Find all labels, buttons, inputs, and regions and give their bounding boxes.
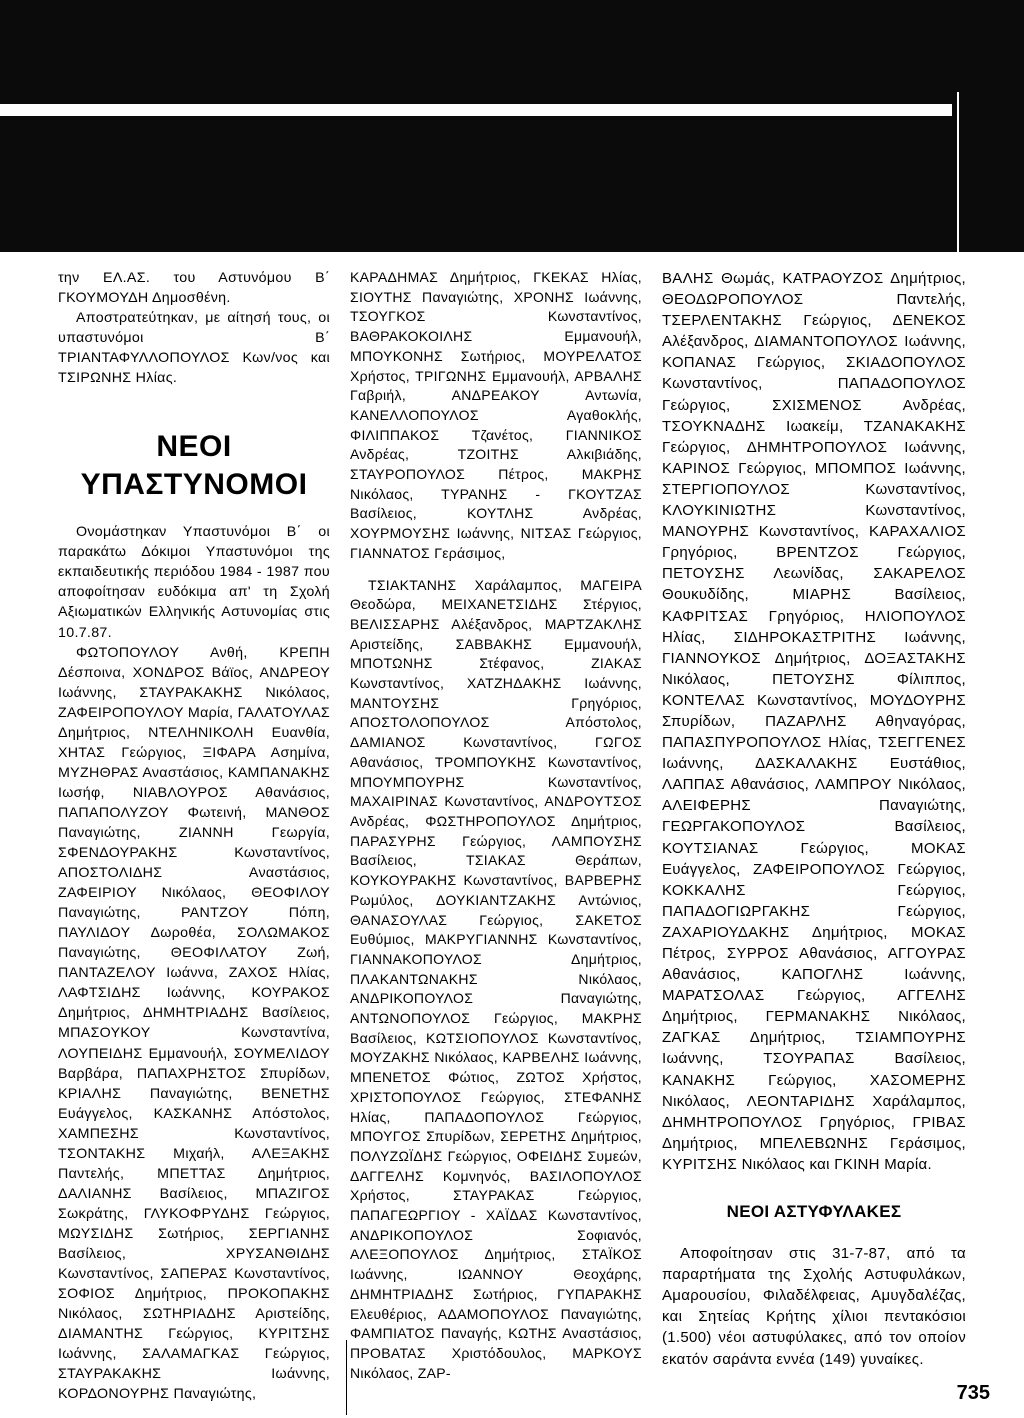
names-list-4: ΒΑΛΗΣ Θωμάς, ΚΑΤΡΑΟΥΖΟΣ Δημήτριος, ΘΕΟΔΩΡΟΠΟΥΛΟΣ Παντελής, ΤΣΕΡΛΕΝΤΑΚΗΣ Γεώργιος, ΔΕΝΕΚΟΣ Αλέξανδρος, ΔΙΑΜΑΝΤΟΠΟΥΛΟΣ Ιωάννης, ΚΟΠΑΝΑΣ Γεώργιος, ΣΚΙΑΔΟΠΟΥΛΟΣ Κωνσταντίνος, ΠΑΠΑΔΟΠΟΥΛΟΣ Γεώργιος, ΣΧΙΣΜΕΝΟΣ Ανδρέας, ΤΣΟΥΚΝΑΔΗΣ Ιωακείμ, ΤΖΑΝΑΚΑΚΗΣ Γεώργιος, ΔΗΜΗΤΡΟΠΟΥΛΟΣ Ιωάννης, ΚΑΡΙΝΟΣ Γεώργιος, ΜΠΟΜΠΟΣ Ιωάννης, ΣΤΕΡΓΙΟΠΟΥΛΟΣ Κωνσταντίνος, ΚΛΟΥΚΙΝΙΩΤΗΣ Κωνσταντίνος, ΜΑΝΟΥΡΗΣ Κωνσταντίνος, ΚΑΡΑΧΑΛΙΟΣ Γρηγόριος, ΒΡΕΝΤΖΟΣ Γεώργιος, ΠΕΤΟΥΣΗΣ Λεωνίδας, ΣΑΚΑΡΕΛΟΣ Θουκυδίδης, ΜΙΑΡΗΣ Βασίλειος, ΚΑΦΡΙΤΣΑΣ Γρηγόριος, ΗΛΙΟΠΟΥΛΟΣ Ηλίας, ΣΙΔΗΡΟΚΑΣΤΡΙΤΗΣ Ιωάννης, ΓΙΑΝΝΟΥΚΟΣ Δημήτριος, ΔΟΞΑΣΤΑΚΗΣ Νικόλαος, ΠΕΤΟΥΣΗΣ Φίλιππος, ΚΟΝΤΕΛΑΣ Κωνσταντίνος, ΜΟΥΔΟΥΡΗΣ Σπυρίδων, ΠΑΖΑΡΛΗΣ Αθηναγόρας, ΠΑΠΑΣΠΥΡΟΠΟΥΛΟΣ Ηλίας, ΤΣΕΓΓΕΝΕΣ Ιωάννης, ΔΑΣΚΑΛΑΚΗΣ Ευστάθιος, ΛΑΠΠΑΣ Αθανάσιος, ΛΑΜΠΡΟΥ Νικόλαος, ΑΛΕΙΦΕΡΗΣ Παναγιώτης, ΓΕΩΡΓΑΚΟΠΟΥΛΟΣ Βασίλειος, ΚΟΥΤΣΙΑΝΑΣ Γεώργιος, ΜΟΚΑΣ Ευάγγελος, ΖΑΦΕΙΡΟΠΟΥΛΟΣ Γεώργιος, ΚΟΚΚΑΛΗΣ Γεώργιος, ΠΑΠΑΔΟΓΙΩΡΓΑΚΗΣ Γεώργιος, ΖΑΧΑΡΙΟΥΔΑΚΗΣ Δημήτριος, ΜΟΚΑΣ Πέτρος, ΣΥΡΡΟΣ Αθανάσιος, ΑΓΓΟΥΡΑΣ Αθανάσιος, ΚΑΠΟΓΛΗΣ Ιωάννης, ΜΑΡΑΤΣΟΛΑΣ Γεώργιος, ΑΓΓΕΛΗΣ Δημήτριος, ΓΕΡΜΑΝΑΚΗΣ Νικόλαος, ΖΑΓΚΑΣ Δημήτριος, ΤΣΙΑΜΠΟΥΡΗΣ Ιωάννης, ΤΣΟΥΡΑΠΑΣ Βασίλειος, ΚΑΝΑΚΗΣ Γεώργιος, ΧΑΣΟΜΕΡΗΣ Νικόλαος, ΛΕΟΝΤΑΡΙΔΗΣ Χαράλαμπος, ΔΗΜΗΤΡΟΠΟΥΛΟΣ Γρηγόριος, ΓΡΙΒΑΣ Δημήτριος, ΜΠΕΛΕΒΩΝΗΣ Γεράσιμος, ΚΥΡΙΤΣΗΣ Νικόλαος και ΓΚΙΝΗ Μαρία. xyxy=(662,270,966,1173)
names-list-1: ΦΩΤΟΠΟΥΛΟΥ Ανθή, ΚΡΕΠΗ Δέσποινα, ΧΟΝΔΡΟΣ Βάϊος, ΑΝΔΡΕΟΥ Ιωάννης, ΣΤΑΥΡΑΚΑΚΗΣ Νικόλαος, ΖΑΦΕΙΡΟΠΟΥΛΟΥ Μαρία, ΓΑΛΑΤΟΥΛΑΣ Δημήτριος, ΝΤΕΛΗΝΙΚΟΛΗ Ευανθία, ΧΗΤΑΣ Γεώργιος, ΞΙΦΑΡΑ Ασημίνα, ΜΥΖΗΘΡΑΣ Αναστάσιος, ΚΑΜΠΑΝΑΚΗΣ Ιωσήφ, ΝΙΑΒΛΟΥΡΟΣ Αθανάσιος, ΠΑΠΑΠΟΛΥΖΟΥ Φωτεινή, ΜΑΝΘΟΣ Παναγιώτης, ΖΙΑΝΝΗ Γεωργία, ΣΦΕΝΔΟΥΡΑΚΗΣ Κωνσταντίνος, ΑΠΟΣΤΟΛΙΔΗΣ Αναστάσιος, ΖΑΦΕΙΡΙΟΥ Νικόλαος, ΘΕΟΦΙΛΟΥ Παναγιώτης, ΡΑΝΤΖΟΥ Πόπη, ΠΑΥΛΙΔΟΥ Δωροθέα, ΣΟΛΩΜΑΚΟΣ Παναγιώτης, ΘΕΟΦΙΛΑΤΟΥ Ζωή, ΠΑΝΤΑΖΕΛΟΥ Ιωάννα, ΖΑΧΟΣ Ηλίας, ΛΑΦΤΣΙΔΗΣ Ιωάννης, ΚΟΥΡΑΚΟΣ Δημήτριος, ΔΗΜΗΤΡΙΑΔΗΣ Βασίλειος, ΜΠΑΣΟΥΚΟΥ Κωνσταντίνα, ΛΟΥΠΕΙΔΗΣ Εμμανουήλ, ΣΟΥΜΕΛΙΔΟΥ Βαρβάρα, ΠΑΠΑΧΡΗΣΤΟΣ Σπυρίδων, ΚΡΙΑΛΗΣ Παναγιώτης, ΒΕΝΕΤΗΣ Ευάγγελος, ΚΑΣΚΑΝΗΣ Απόστολος, ΧΑΜΠΕΣΗΣ Κωνσταντίνος, ΤΣΟΝΤΑΚΗΣ Μιχαήλ, ΑΛΕΞΑΚΗΣ Παντελής, ΜΠΕΤΤΑΣ Δημήτριος, ΔΑΛΙΑΝΗΣ Βασίλειος, ΜΠΑΖΙΓΟΣ Σωκράτης, ΓΛΥΚΟΦΡΥΔΗΣ Γεώργιος, ΜΩΥΣΙΔΗΣ Σωτήριος, ΣΕΡΓΙΑΝΗΣ Βασίλειος, ΧΡΥΣΑΝΘΙΔΗΣ Κωνσταντίνος, ΣΑΠΕΡΑΣ Κωνσταντίνος, ΣΟΦΙΟΣ Δημήτριος, ΠΡΟΚΟΠΑΚΗΣ Νικόλαος, ΣΩΤΗΡΙΑΔΗΣ Αριστείδης, ΔΙΑΜΑΝΤΗΣ Γεώργιος, ΚΥΡΙΤΣΗΣ Ιωάννης, ΣΑΛΑΜΑΓΚΑΣ Γεώργιος, ΣΤΑΥΡΑΚΑΚΗΣ Ιωάννης, ΚΟΡΔΟΝΟΥΡΗΣ Παναγιώτης, xyxy=(58,644,330,1403)
intro-paragraph: την ΕΛ.ΑΣ. του Αστυνόμου Β΄ ΓΚΟΥΜΟΥΔΗ Δημοσθένη. xyxy=(58,270,330,307)
page-number: 735 xyxy=(956,1382,990,1404)
white-stripe xyxy=(0,104,952,116)
names-list-2: ΚΑΡΑΔΗΜΑΣ Δημήτριος, ΓΚΕΚΑΣ Ηλίας, ΣΙΟΥΤΗΣ Παναγιώτης, ΧΡΟΝΗΣ Ιωάννης, ΤΣΟΥΓΚΟΣ Κωνσταντίνος, ΒΑΘΡΑΚΟΚΟΙΛΗΣ Εμμανουήλ, ΜΠΟΥΚΟΝΗΣ Σωτήριος, ΜΟΥΡΕΛΑΤΟΣ Χρήστος, ΤΡΙΓΩΝΗΣ Εμμανουήλ, ΑΡΒΑΛΗΣ Γαβριήλ, ΑΝΔΡΕΑΚΟΥ Αντωνία, ΚΑΝΕΛΛΟΠΟΥΛΟΣ Αγαθοκλής, ΦΙΛΙΠΠΑΚΟΣ Τζανέτος, ΓΙΑΝΝΙΚΟΣ Ανδρέας, ΤΖΟΙΤΗΣ Αλκιβιάδης, ΣΤΑΥΡΟΠΟΥΛΟΣ Πέτρος, ΜΑΚΡΗΣ Νικόλαος, ΤΥΡΑΝΗΣ - ΓΚΟΥΤΖΑΣ Βασίλειος, ΚΟΥΤΛΗΣ Ανδρέας, ΧΟΥΡΜΟΥΣΗΣ Ιωάννης, ΝΙΤΣΑΣ Γεώργιος, ΓΙΑΝΝΑΤΟΣ Γεράσιμος, xyxy=(350,269,642,561)
column-left xyxy=(58,268,330,1404)
column-rule xyxy=(346,1340,347,1415)
column-right xyxy=(662,268,966,1370)
retired-paragraph: Αποστρατεύτηκαν, με αίτησή τους, οι υπαστυνόμοι Β΄ ΤΡΙΑΝΤΑΦΥΛΛΟΠΟΥΛΟΣ Κων/νος και ΤΣΙΡΩΝΗΣ Ηλίας. xyxy=(58,310,330,387)
lead-paragraph: Ονομάστηκαν Υπαστυνόμοι Β΄ οι παρακάτω Δόκιμοι Υπαστυνόμοι της εκπαιδευτικής περιόδου 1984 - 1987 που αποφοίτησαν ευδόκιμα απ' τη Σχολή Αξιωματικών Ελληνικής Αστυνομίας στις 10.7.87. xyxy=(58,524,330,641)
top-photo-band xyxy=(0,0,1024,252)
headline xyxy=(58,428,330,504)
headline-line1: ΝΕΟΙ xyxy=(156,430,232,464)
names-list-3: ΤΣΙΑΚΤΑΝΗΣ Χαράλαμπος, ΜΑΓΕΙΡΑ Θεοδώρα, ΜΕΙΧΑΝΕΤΣΙΔΗΣ Στέργιος, ΒΕΛΙΣΣΑΡΗΣ Αλέξανδρος, ΜΑΡΤΖΑΚΛΗΣ Αριστείδης, ΣΑΒΒΑΚΗΣ Εμμανουήλ, ΜΠΟΤΩΝΗΣ Στέφανος, ΖΙΑΚΑΣ Κωνσταντίνος, ΧΑΤΖΗΔΑΚΗΣ Ιωάννης, ΜΑΝΤΟΥΣΗΣ Γρηγόριος, ΑΠΟΣΤΟΛΟΠΟΥΛΟΣ Απόστολος, ΔΑΜΙΑΝΟΣ Κωνσταντίνος, ΓΩΓΟΣ Αθανάσιος, ΤΡΟΜΠΟΥΚΗΣ Κωνσταντίνος, ΜΠΟΥΜΠΟΥΡΗΣ Κωνσταντίνος, ΜΑΧΑΙΡΙΝΑΣ Κωνσταντίνος, ΑΝΔΡΟΥΤΣΟΣ Ανδρέας, ΦΩΣΤΗΡΟΠΟΥΛΟΣ Δημήτριος, ΠΑΡΑΣΥΡΗΣ Γεώργιος, ΛΑΜΠΟΥΣΗΣ Βασίλειος, ΤΣΙΑΚΑΣ Θεράπων, ΚΟΥΚΟΥΡΑΚΗΣ Κωνσταντίνος, ΒΑΡΒΕΡΗΣ Ρωμύλος, ΔΟΥΚΙΑΝΤΖΑΚΗΣ Αντώνιος, ΘΑΝΑΣΟΥΛΑΣ Γεώργιος, ΣΑΚΕΤΟΣ Ευθύμιος, ΜΑΚΡΥΓΙΑΝΝΗΣ Κωνσταντίνος, ΓΙΑΝΝΑΚΟΠΟΥΛΟΣ Δημήτριος, ΠΛΑΚΑΝΤΩΝΑΚΗΣ Νικόλαος, ΑΝΔΡΙΚΟΠΟΥΛΟΣ Παναγιώτης, ΑΝΤΩΝΟΠΟΥΛΟΣ Γεώργιος, ΜΑΚΡΗΣ Βασίλειος, ΚΩΤΣΙΟΠΟΥΛΟΣ Κωνσταντίνος, ΜΟΥΖΑΚΗΣ Νικόλαος, ΚΑΡΒΕΛΗΣ Ιωάννης, ΜΠΕΝΕΤΟΣ Φώτιος, ΖΩΤΟΣ Χρήστος, ΧΡΙΣΤΟΠΟΥΛΟΣ Γεώργιος, ΣΤΕΦΑΝΗΣ Ηλίας, ΠΑΠΑΔΟΠΟΥΛΟΣ Γεώργιος, ΜΠΟΥΓΟΣ Σπυρίδων, ΣΕΡΕΤΗΣ Δημήτριος, ΠΟΛΥΖΩΪΔΗΣ Γεώργιος, ΟΦΕΙΔΗΣ Συμεών, ΔΑΓΓΕΛΗΣ Κομνηνός, ΒΑΣΙΛΟΠΟΥΛΟΣ Χρήστος, ΣΤΑΥΡΑΚΑΣ Γεώργιος, ΠΑΠΑΓΕΩΡΓΙΟΥ - ΧΑΪΔΑΣ Κωνσταντίνος, ΑΝΔΡΙΚΟΠΟΥΛΟΣ Σοφιανός, ΑΛΕΞΟΠΟΥΛΟΣ Δημήτριος, ΣΤΑΪΚΟΣ Ιωάννης, ΙΩΑΝΝΟΥ Θεοχάρης, ΔΗΜΗΤΡΙΑΔΗΣ Σωτήριος, ΓΥΠΑΡΑΚΗΣ Ελευθέριος, ΑΔΑΜΟΠΟΥΛΟΣ Παναγιώτης, ΦΑΜΠΙΑΤΟΣ Παναγής, ΚΩΤΗΣ Αναστάσιος, ΠΡΟΒΑΤΑΣ Χριστόδουλος, ΜΑΡΚΟΥΣ Νικόλαος, ΖΑΡ- xyxy=(350,576,642,1381)
guards-paragraph: Αποφοίτησαν στις 31-7-87, από τα παραρτήματα της Σχολής Αστυφυλάκων, Αμαρουσίου, Φιλαδέλφειας, Αμυγδαλέζας, και Σητείας Κρήτης χίλιοι πεντακόσιοι (1.500) νέοι αστυφύλακες, από τον οποίον εκατόν σαράντα εννέα (149) γυναίκες. xyxy=(662,1245,966,1368)
headline-line2: ΥΠΑΣΤΥΝΟΜΟΙ xyxy=(80,468,308,502)
subheading: ΝΕΟΙ ΑΣΤΥΦΥΛΑΚΕΣ xyxy=(726,1202,902,1222)
column-middle xyxy=(350,268,642,1383)
vertical-line xyxy=(957,92,959,252)
